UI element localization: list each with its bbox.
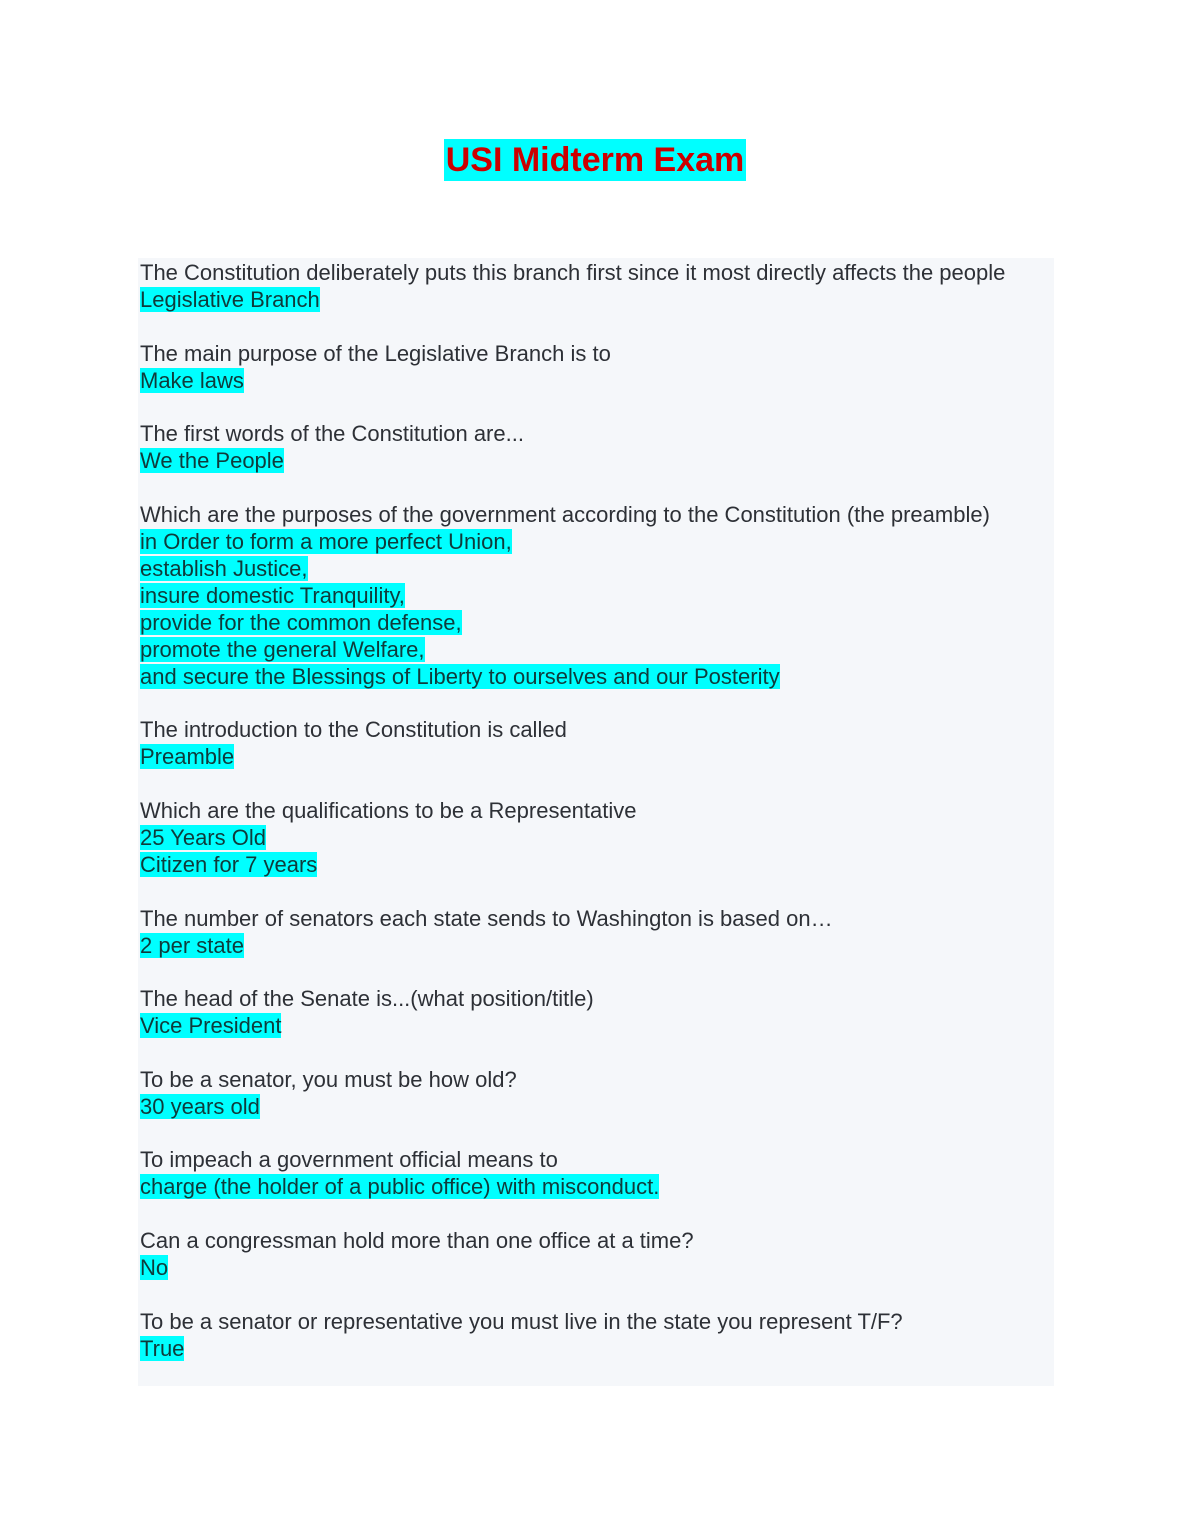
qa-item: [140, 716, 1054, 770]
question-text: Can a congressman hold more than one office at a time?: [140, 1227, 694, 1253]
question-text: Which are the purposes of the government according to the Constitution (the preamble): [140, 501, 990, 527]
qa-item: [140, 797, 1054, 878]
qa-list: [138, 258, 1054, 1386]
question-text: The introduction to the Constitution is called: [140, 717, 567, 743]
answer-highlight: Citizen for 7 years: [140, 851, 318, 877]
qa-item: [140, 1308, 1054, 1362]
answer-highlight: and secure the Blessings of Liberty to ourselves and our Posterity: [140, 663, 780, 689]
qa-item: [140, 1066, 1054, 1120]
answer-line: [140, 824, 1054, 851]
answer-line: [140, 286, 1054, 313]
answer-highlight: Preamble: [140, 744, 235, 770]
page-title: USI Midterm Exam: [445, 141, 745, 179]
answer-line: [140, 555, 1054, 582]
answer-highlight: Make laws: [140, 367, 244, 393]
answer-highlight: 30 years old: [140, 1093, 260, 1119]
qa-item: [140, 905, 1054, 959]
answer-highlight: establish Justice,: [140, 555, 308, 581]
question-text: To be a senator or representative you must live in the state you represent T/F?: [140, 1308, 903, 1334]
answer-line: [140, 447, 1054, 474]
answer-line: [140, 743, 1054, 770]
answer-highlight: promote the general Welfare,: [140, 636, 425, 662]
qa-item: [140, 985, 1054, 1039]
question-text: The head of the Senate is...(what position/title): [140, 986, 594, 1012]
qa-item: [140, 501, 1054, 690]
answer-highlight: provide for the common defense,: [140, 609, 462, 635]
answer-highlight: True: [140, 1335, 185, 1361]
answer-line: [140, 1012, 1054, 1039]
answer-highlight: Vice President: [140, 1013, 282, 1039]
answer-highlight: insure domestic Tranquility,: [140, 582, 405, 608]
answer-highlight: No: [140, 1254, 169, 1280]
qa-item: [140, 1146, 1054, 1200]
answer-line: [140, 528, 1054, 555]
answer-line: [140, 582, 1054, 609]
answer-highlight: 2 per state: [140, 932, 244, 958]
qa-item: [140, 259, 1054, 313]
answer-line: [140, 1093, 1054, 1120]
answer-line: [140, 636, 1054, 663]
answer-highlight: 25 Years Old: [140, 824, 266, 850]
question-text: To impeach a government official means to: [140, 1147, 558, 1173]
answer-line: [140, 851, 1054, 878]
answer-highlight: in Order to form a more perfect Union,: [140, 528, 512, 554]
question-text: Which are the qualifications to be a Representative: [140, 797, 637, 823]
question-text: To be a senator, you must be how old?: [140, 1066, 517, 1092]
answer-highlight: We the People: [140, 448, 284, 474]
question-text: The Constitution deliberately puts this branch first since it most directly affects the people: [140, 260, 1006, 285]
answer-line: [140, 367, 1054, 394]
qa-item: [140, 340, 1054, 394]
answer-line: [140, 932, 1054, 959]
answer-line: [140, 1335, 1054, 1362]
answer-highlight: Legislative Branch: [140, 287, 320, 312]
question-text: The number of senators each state sends to Washington is based on…: [140, 905, 833, 931]
answer-line: [140, 1173, 1054, 1200]
answer-highlight: charge (the holder of a public office) with misconduct.: [140, 1174, 660, 1200]
question-text: The main purpose of the Legislative Branch is to: [140, 340, 611, 366]
qa-item: [140, 420, 1054, 474]
answer-line: [140, 1254, 1054, 1281]
qa-item: [140, 1227, 1054, 1281]
answer-line: [140, 663, 1054, 690]
question-text: The first words of the Constitution are...: [140, 421, 524, 447]
answer-line: [140, 609, 1054, 636]
title-wrapper: [0, 139, 1190, 181]
